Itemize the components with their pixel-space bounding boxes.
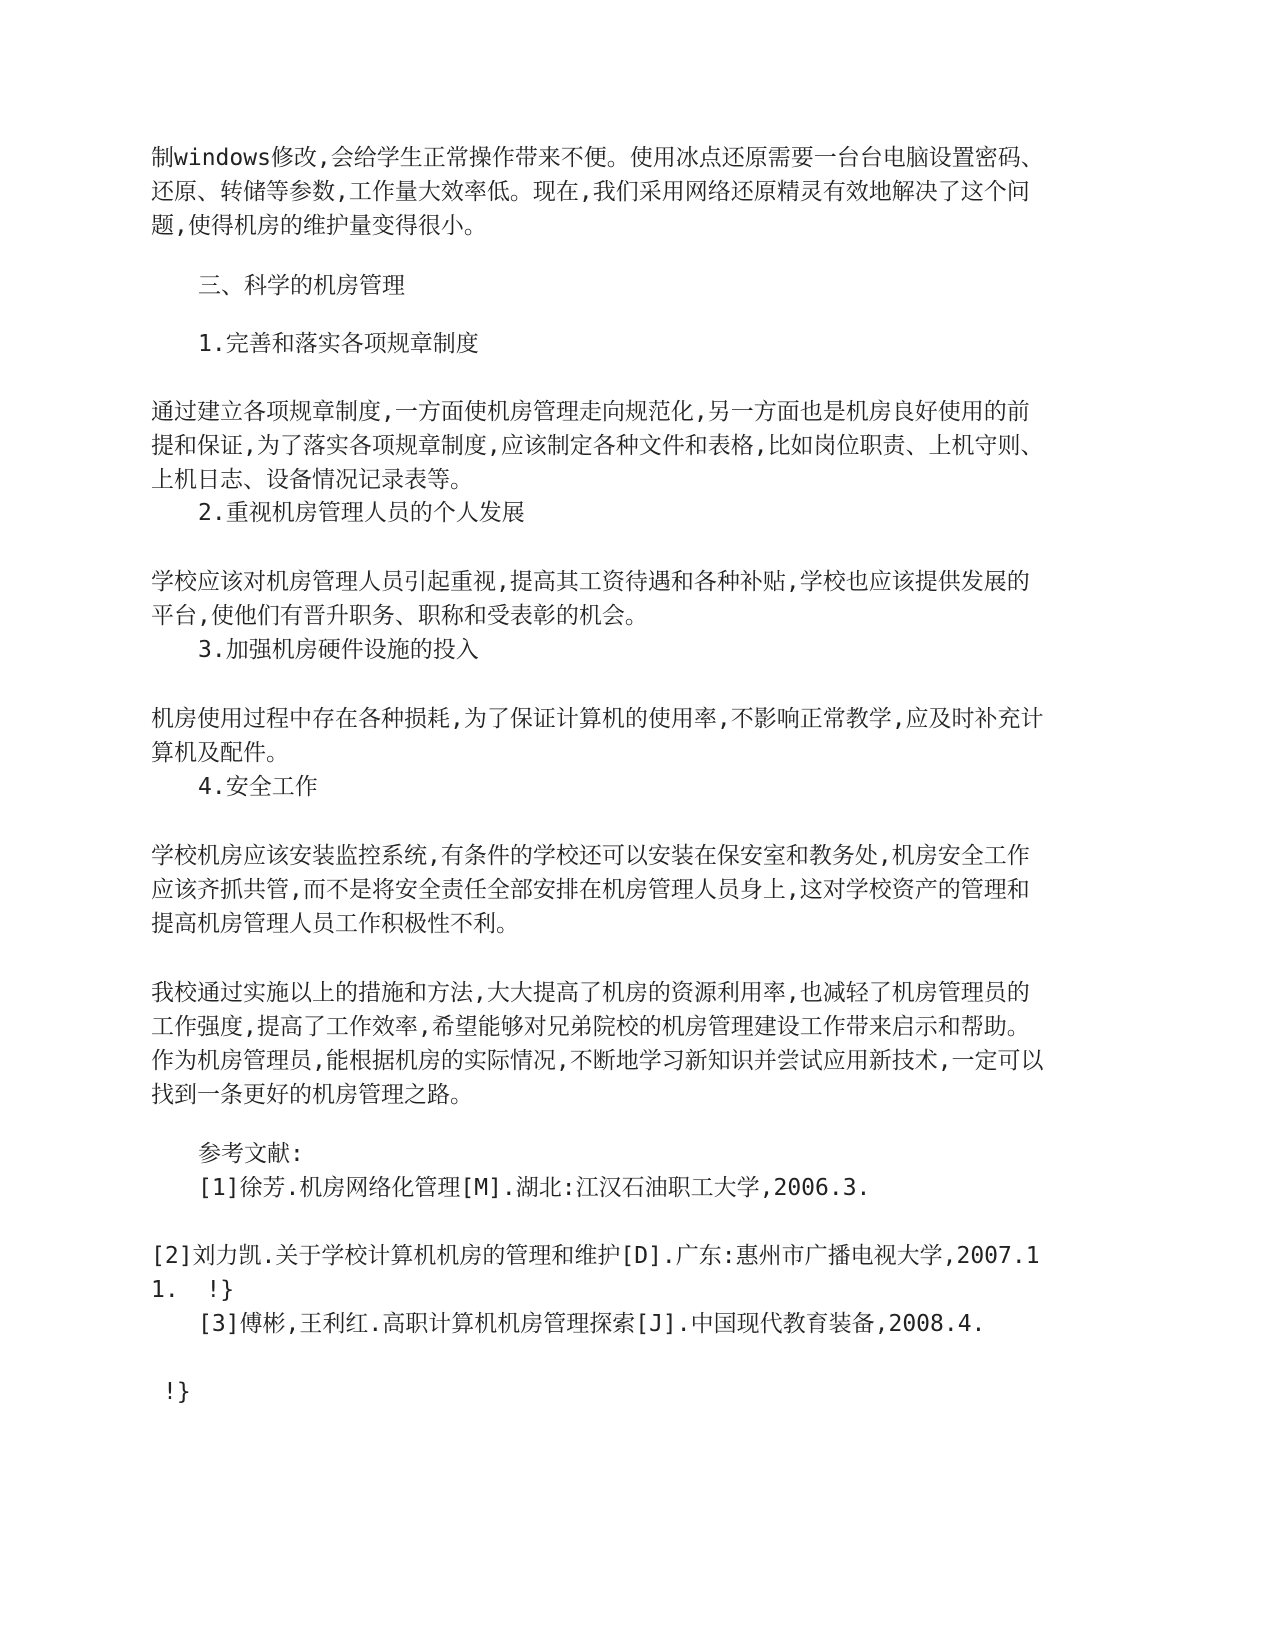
item4-line-1: 学校机房应该安装监控系统,有条件的学校还可以安装在保安室和教务处,机房安全工作 — [151, 843, 1030, 869]
item2-line-1: 学校应该对机房管理人员引起重视,提高其工资待遇和各种补贴,学校也应该提供发展的 — [151, 569, 1030, 595]
conclusion-line-1: 我校通过实施以上的措施和方法,大大提高了机房的资源利用率,也减轻了机房管理员的 — [151, 980, 1030, 1006]
section-heading: 三、科学的机房管理 — [198, 273, 405, 299]
trailing-mark: !} — [163, 1379, 191, 1405]
reference-2-line-2: 1. !} — [151, 1277, 235, 1303]
conclusion-line-3: 作为机房管理员,能根据机房的实际情况,不断地学习新知识并尝试应用新技术,一定可以 — [151, 1048, 1044, 1074]
conclusion-line-4: 找到一条更好的机房管理之路。 — [151, 1082, 473, 1108]
intro-line-2: 还原、转储等参数,工作量大效率低。现在,我们采用网络还原精灵有效地解决了这个问 — [151, 179, 1030, 205]
intro-line-1: 制windows修改,会给学生正常操作带来不便。使用冰点还原需要一台台电脑设置密码、 — [151, 145, 1044, 171]
item1-line-3: 上机日志、设备情况记录表等。 — [151, 467, 473, 493]
references-heading: 参考文献: — [198, 1141, 304, 1167]
item1-line-2: 提和保证,为了落实各项规章制度,应该制定各种文件和表格,比如岗位职责、上机守则、 — [151, 433, 1044, 459]
item4-heading: 4.安全工作 — [198, 774, 318, 800]
item4-line-3: 提高机房管理人员工作积极性不利。 — [151, 911, 519, 937]
intro-line-3: 题,使得机房的维护量变得很小。 — [151, 213, 487, 239]
item3-line-2: 算机及配件。 — [151, 740, 289, 766]
item2-heading: 2.重视机房管理人员的个人发展 — [198, 500, 525, 526]
item1-line-1: 通过建立各项规章制度,一方面使机房管理走向规范化,另一方面也是机房良好使用的前 — [151, 399, 1030, 425]
item3-line-1: 机房使用过程中存在各种损耗,为了保证计算机的使用率,不影响正常教学,应及时补充计 — [151, 706, 1044, 732]
reference-3: [3]傅彬,王利红.高职计算机机房管理探索[J].中国现代教育装备,2008.4. — [198, 1311, 986, 1337]
reference-2-line-1: [2]刘力凯.关于学校计算机机房的管理和维护[D].广东:惠州市广播电视大学,2007.1 — [151, 1243, 1040, 1269]
item4-line-2: 应该齐抓共管,而不是将安全责任全部安排在机房管理人员身上,这对学校资产的管理和 — [151, 877, 1030, 903]
conclusion-line-2: 工作强度,提高了工作效率,希望能够对兄弟院校的机房管理建设工作带来启示和帮助。 — [151, 1014, 1030, 1040]
item3-heading: 3.加强机房硬件设施的投入 — [198, 637, 479, 663]
item2-line-2: 平台,使他们有晋升职务、职称和受表彰的机会。 — [151, 603, 648, 629]
item1-heading: 1.完善和落实各项规章制度 — [198, 331, 479, 357]
reference-1: [1]徐芳.机房网络化管理[M].湖北:江汉石油职工大学,2006.3. — [198, 1175, 871, 1201]
